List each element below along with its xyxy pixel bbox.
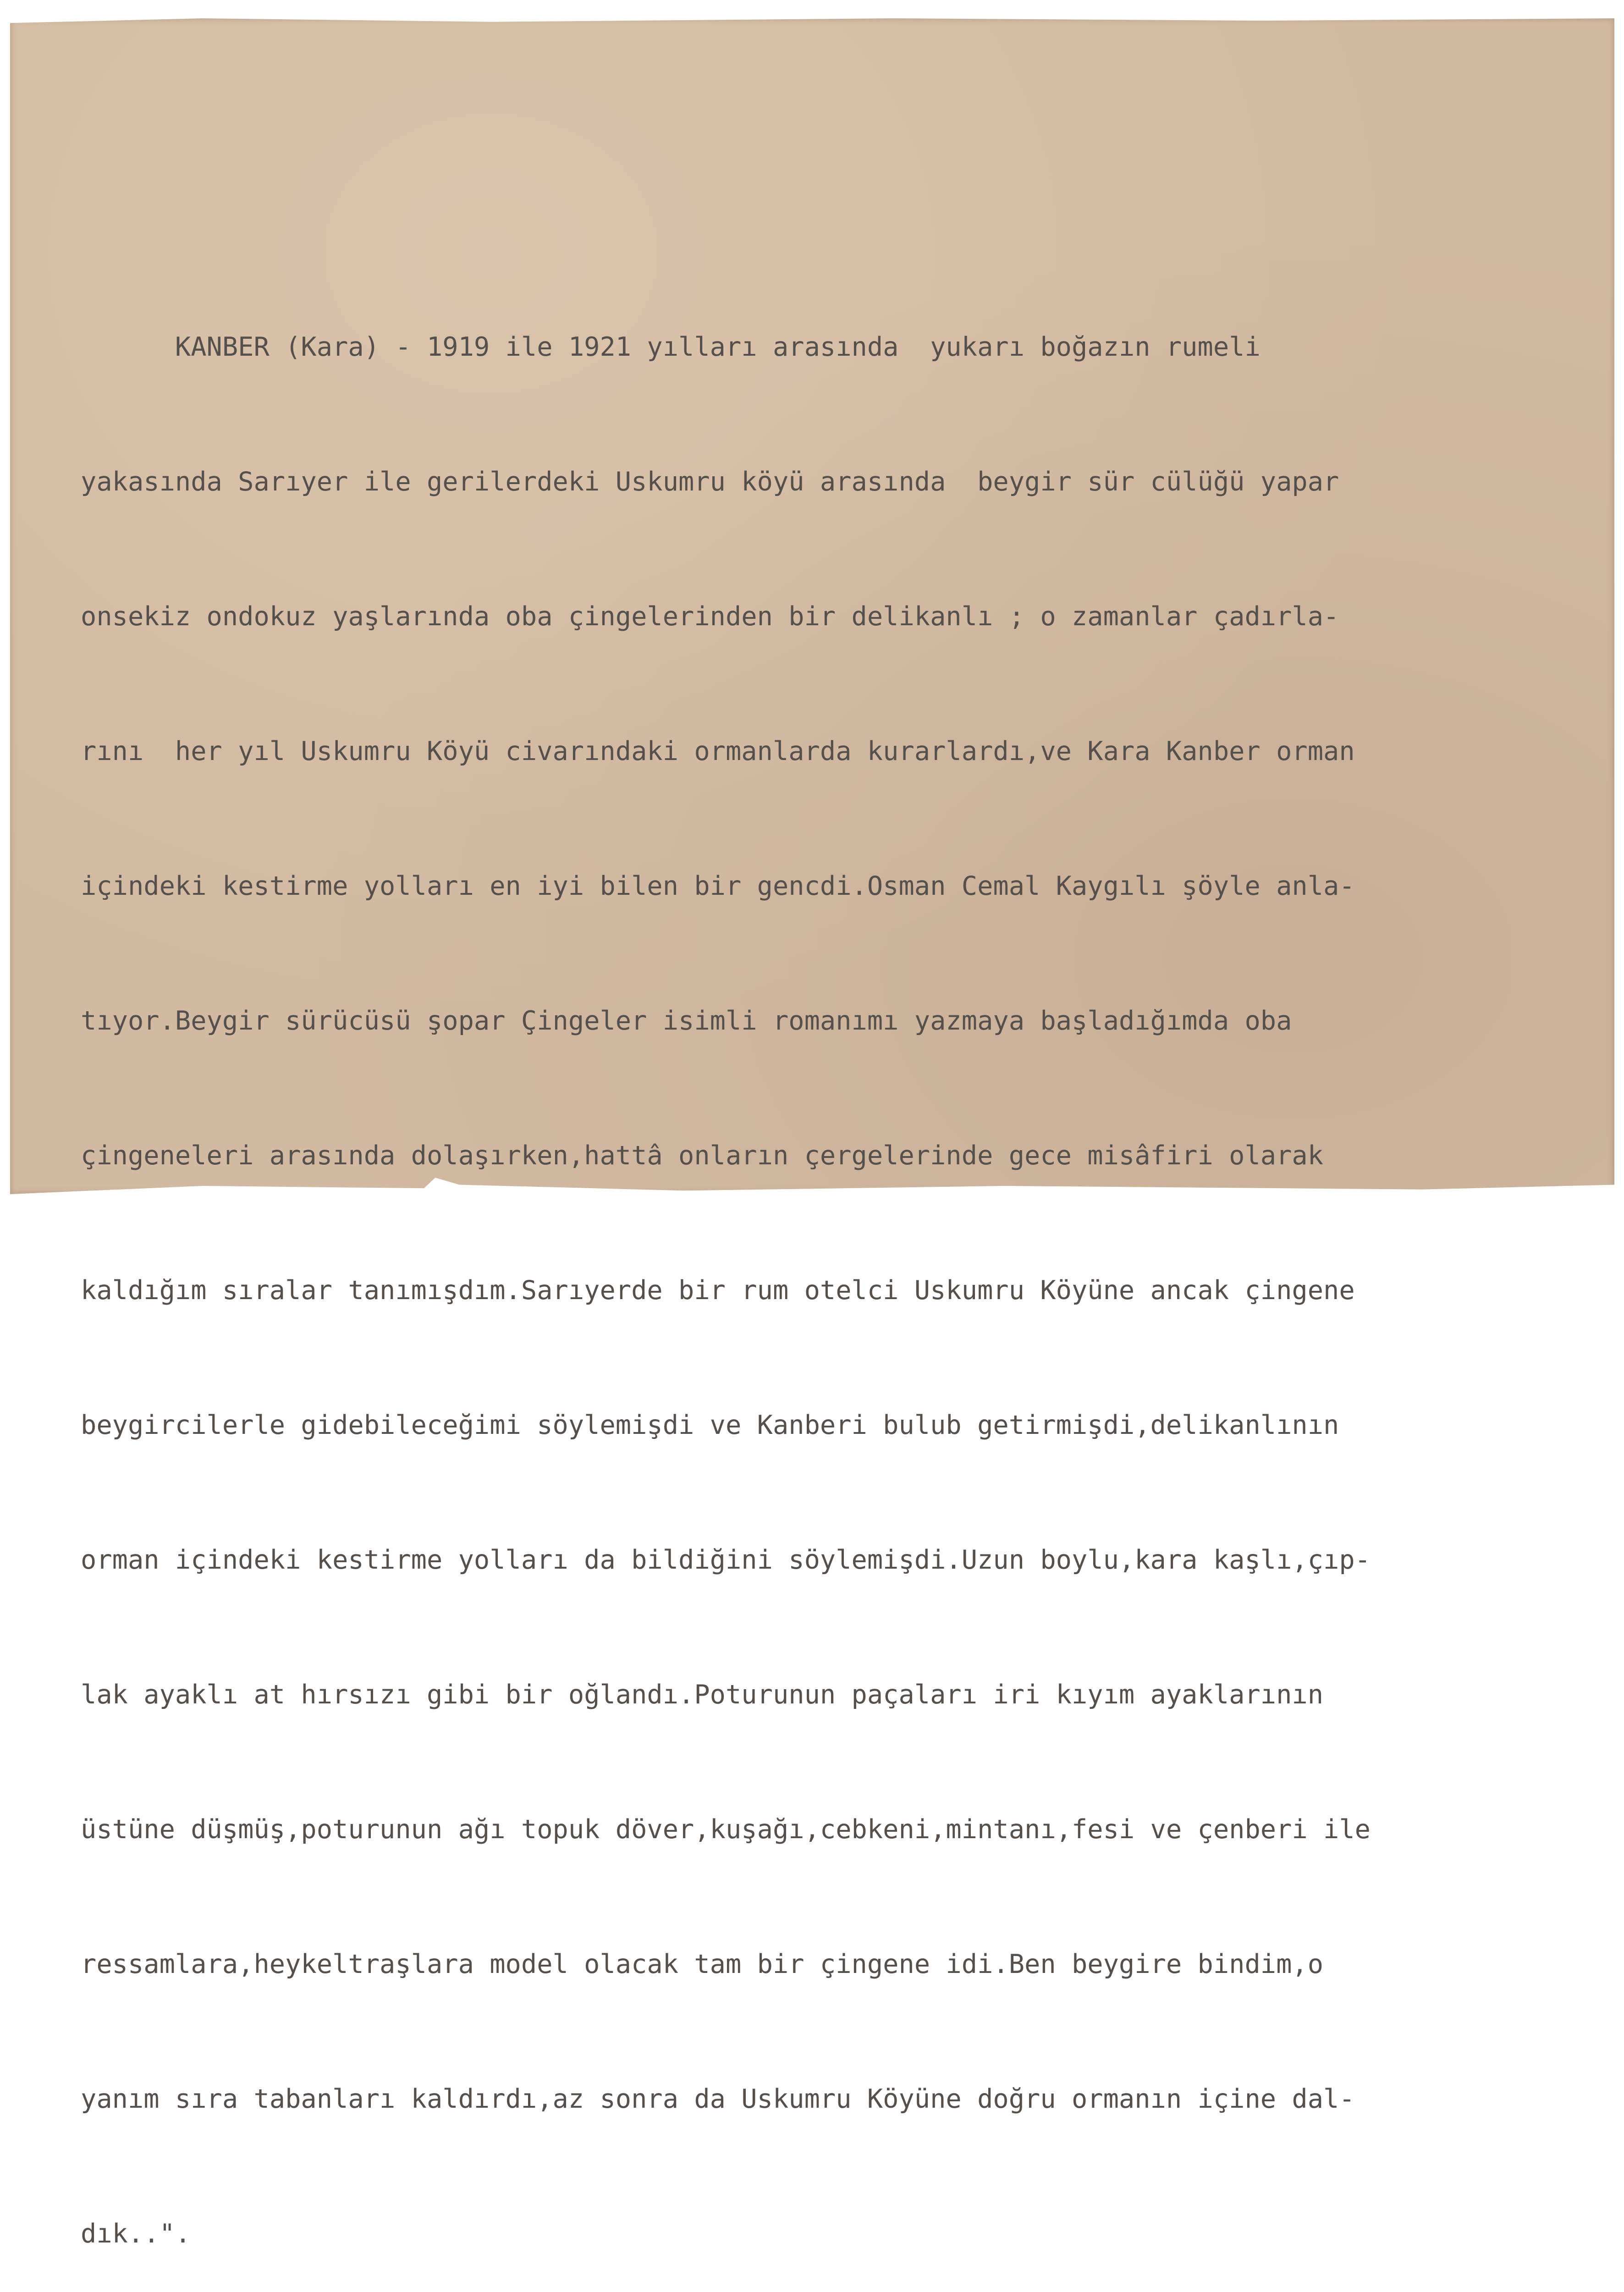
text-line: kaldığım sıralar tanımışdım.Sarıyerde bir rum otelci Uskumru Köyüne ancak çingene xyxy=(81,1275,1355,1306)
text-line: KANBER (Kara) - 1919 ile 1921 yılları arasında yukarı boğazın rumeli xyxy=(81,332,1261,362)
text-line: üstüne düşmüş,poturunun ağı topuk döver,kuşağı,cebkeni,mintanı,fesi ve çenberi ile xyxy=(81,1814,1371,1845)
text-line: orman içindeki kestirme yolları da bildiğini söylemişdi.Uzun boylu,kara kaşlı,çıp- xyxy=(81,1545,1371,1575)
text-line: yanım sıra tabanları kaldırdı,az sonra da Uskumru Köyüne doğru ormanın içine dal- xyxy=(81,2084,1355,2114)
text-line: dık..". xyxy=(81,2219,191,2249)
text-line: tıyor.Beygir sürücüsü şopar Çingeler isimli romanımı yazmaya başladığımda oba xyxy=(81,1006,1292,1036)
paragraph-1 xyxy=(81,235,1607,2292)
text-line: beygircilerle gidebileceğimi söylemişdi ve Kanberi bulub getirmişdi,delikanlının xyxy=(81,1410,1339,1440)
text-line: onsekiz ondokuz yaşlarında oba çingelerinden bir delikanlı ; o zamanlar çadırla- xyxy=(81,601,1339,632)
text-line: yakasında Sarıyer ile gerilerdeki Uskumru köyü arasında beygir sür cülüğü yapar xyxy=(81,467,1339,497)
text-line: lak ayaklı at hırsızı gibi bir oğlandı.Poturunun paçaları iri kıyım ayaklarının xyxy=(81,1680,1324,1710)
text-line: içindeki kestirme yolları en iyi bilen bir gencdi.Osman Cemal Kaygılı şöyle anla- xyxy=(81,871,1355,901)
text-line: rını her yıl Uskumru Köyü civarındaki ormanlarda kurarlardı,ve Kara Kanber orman xyxy=(81,736,1355,766)
text-line: çingeneleri arasında dolaşırken,hattâ onların çergelerinde gece misâfiri olarak xyxy=(81,1140,1324,1171)
text-line: ressamlara,heykeltraşlara model olacak tam bir çingene idi.Ben beygire bindim,o xyxy=(81,1949,1324,1979)
typewritten-text xyxy=(81,145,1607,2292)
